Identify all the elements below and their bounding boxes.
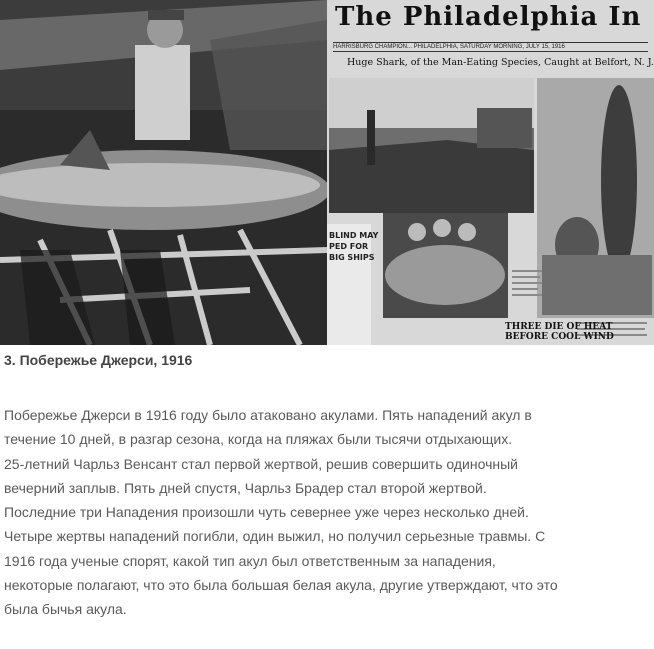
body-line: вечерний заплыв. Пять дней спустя, Чарльз Брадер стал второй жертвой. bbox=[4, 479, 487, 496]
body-line: Последние три Нападения произошли чуть севернее уже через несколько дней. bbox=[4, 504, 529, 521]
body-line: Четыре жертвы нападений погибли, один выжил, но получил серьезные травмы. С bbox=[4, 528, 546, 545]
lower-headline bbox=[505, 322, 614, 343]
image-caption: 3. Побережье Джерси, 1916 bbox=[4, 352, 193, 368]
side-headline-2: PED FOR bbox=[329, 242, 369, 251]
side-headline-3: BIG SHIPS bbox=[329, 253, 375, 262]
newspaper-clipping bbox=[327, 0, 654, 345]
side-headline-1: BLIND MAY bbox=[329, 231, 379, 240]
lower-headline-1: THREE DIE OF HEAT bbox=[505, 322, 613, 332]
lower-headline-2: BEFORE COOL WIND bbox=[505, 332, 614, 343]
body-line: 1916 года ученые спорят, какой тип акул был ответственным за нападения, bbox=[4, 552, 496, 569]
body-line: 25-летний Чарльз Венсант стал первой жертвой, решив совершить одиночный bbox=[4, 455, 518, 472]
newspaper-photos bbox=[327, 0, 654, 345]
shark-photo bbox=[0, 0, 327, 345]
body-line: Побережье Джерси в 1916 году было атаковано акулами. Пять нападений акул в bbox=[4, 407, 532, 423]
newspaper-dateline: HARRISBURG CHAMPION... PHILADELPHIA, SATURDAY MORNING, JULY 15, 1916 bbox=[333, 42, 648, 52]
body-line: некоторые полагают, что это была большая белая акула, другие утверждают, что это bbox=[4, 577, 558, 594]
shark-photo-drawing bbox=[0, 0, 327, 345]
article-body bbox=[4, 403, 650, 622]
body-line: течение 10 дней, в разгар сезона, когда на пляжах были тысячи отдыхающих. bbox=[4, 431, 513, 448]
newspaper-headline: Huge Shark, of the Man-Eating Species, Caught at Belfort, N. J. bbox=[347, 57, 654, 68]
body-line: была бычья акула. bbox=[4, 601, 127, 618]
newspaper-masthead: The Philadelphia In bbox=[335, 2, 642, 32]
